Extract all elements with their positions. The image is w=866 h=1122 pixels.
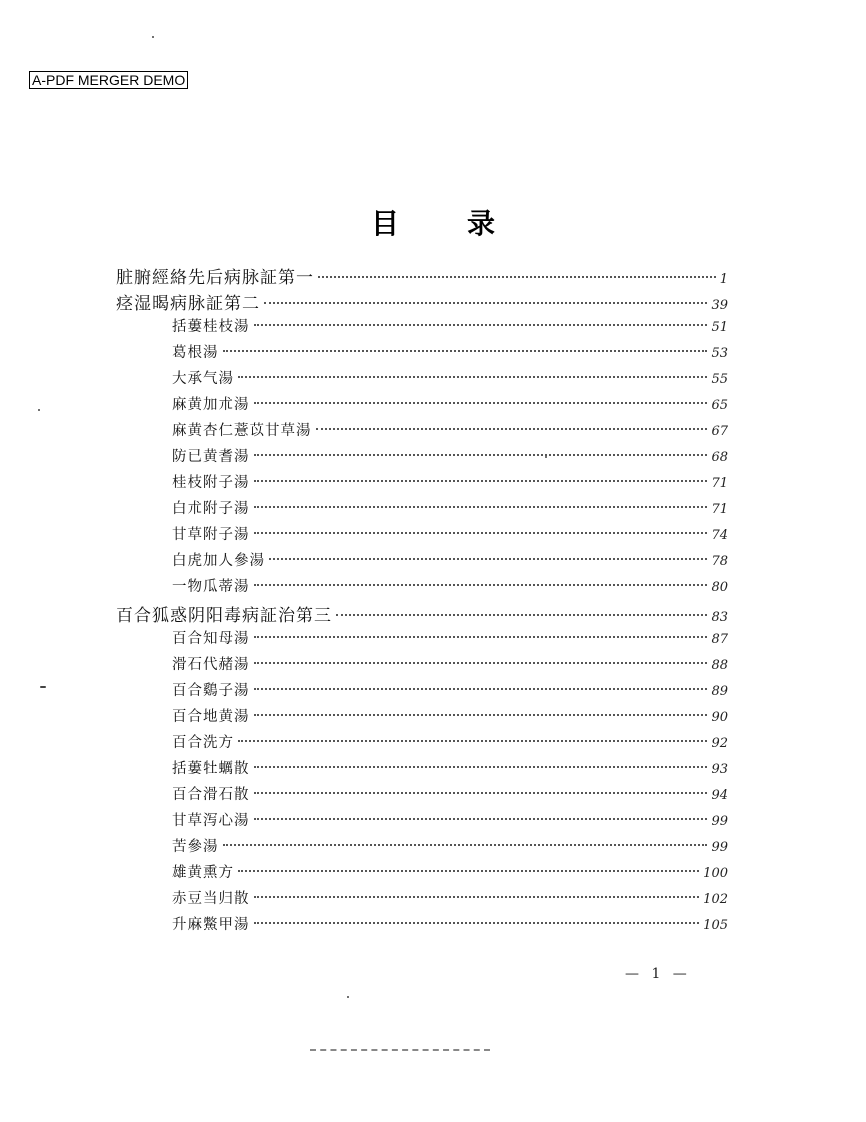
toc-dot-leader [254, 323, 708, 326]
toc-entry-label: 百合洗方 [172, 735, 234, 751]
page-title [0, 202, 866, 242]
toc-page-number: 53 [711, 346, 728, 361]
toc-page-number: 55 [711, 372, 728, 387]
toc-entry-row [172, 679, 728, 700]
toc-page-number: 93 [711, 762, 728, 777]
toc-entry-label: 甘草泻心湯 [172, 813, 250, 829]
toc-dot-leader [254, 895, 700, 898]
toc-entry-label: 百合滑石散 [172, 787, 250, 803]
toc-page-number: 78 [711, 554, 728, 569]
toc-page-number: 65 [711, 398, 728, 413]
toc-entry-row [172, 705, 728, 726]
toc-dot-leader [238, 375, 707, 378]
scan-speck [545, 456, 547, 458]
table-of-contents [0, 263, 866, 953]
toc-page-number: 51 [711, 320, 728, 335]
toc-chapter-row [116, 289, 728, 314]
toc-dot-leader [254, 687, 708, 690]
toc-entry-label: 痉湿暍病脉証第二 [116, 294, 260, 314]
toc-dot-leader [238, 869, 699, 872]
toc-dot-leader [254, 479, 708, 482]
toc-page-number: 71 [711, 476, 728, 491]
toc-page-number: 102 [703, 892, 728, 907]
toc-entry-label: 百合地黄湯 [172, 709, 250, 725]
toc-entry-label: 桂枝附子湯 [172, 475, 250, 491]
toc-dot-leader [254, 453, 708, 456]
toc-entry-label: 甘草附子湯 [172, 527, 250, 543]
toc-page-number: 88 [711, 658, 728, 673]
toc-dot-leader [254, 583, 708, 586]
toc-dot-leader [318, 275, 716, 278]
toc-entry-row [172, 315, 728, 336]
toc-dot-leader [254, 505, 708, 508]
toc-entry-label: 麻黄加朮湯 [172, 397, 250, 413]
toc-entry-label: 滑石代赭湯 [172, 657, 250, 673]
toc-dot-leader [223, 843, 708, 846]
toc-entry-label: 赤豆当归散 [172, 891, 250, 907]
toc-dot-leader [254, 713, 708, 716]
toc-dot-leader [254, 661, 708, 664]
scan-artifact-line [310, 1049, 490, 1052]
toc-dot-leader [254, 921, 700, 924]
toc-entry-row [172, 783, 728, 804]
toc-page-number: 100 [703, 866, 728, 881]
toc-page-number: 71 [711, 502, 728, 517]
toc-entry-row [172, 653, 728, 674]
toc-chapter-row [116, 263, 728, 288]
toc-dot-leader [269, 557, 707, 560]
page-number-footer: — 1 — [625, 966, 691, 982]
toc-page-number: 68 [711, 450, 728, 465]
scan-speck [40, 686, 46, 688]
toc-entry-row [172, 731, 728, 752]
toc-entry-label: 雄黄熏方 [172, 865, 234, 881]
toc-entry-label: 百合鷄子湯 [172, 683, 250, 699]
toc-entry-label: 防已黄耆湯 [172, 449, 250, 465]
toc-page-number: 67 [711, 424, 728, 439]
toc-entry-label: 脏腑經絡先后病脉証第一 [116, 268, 314, 288]
toc-entry-row [172, 809, 728, 830]
toc-entry-row [172, 549, 728, 570]
toc-page-number: 89 [711, 684, 728, 699]
toc-entry-label: 括蔞桂枝湯 [172, 319, 250, 335]
toc-dot-leader [316, 427, 708, 430]
toc-entry-label: 大承气湯 [172, 371, 234, 387]
toc-entry-label: 苦參湯 [172, 839, 219, 855]
toc-page-number: 39 [711, 298, 728, 313]
toc-dot-leader [254, 635, 708, 638]
toc-dot-leader [254, 531, 708, 534]
toc-entry-label: 百合狐惑阴阳毒病証治第三 [116, 606, 332, 626]
toc-entry-label: 白虎加人參湯 [172, 553, 265, 569]
toc-dot-leader [336, 613, 707, 616]
toc-entry-row [172, 497, 728, 518]
toc-entry-row [172, 861, 728, 882]
toc-entry-label: 百合知母湯 [172, 631, 250, 647]
toc-entry-label: 白朮附子湯 [172, 501, 250, 517]
toc-dot-leader [223, 349, 708, 352]
toc-page-number: 1 [719, 272, 728, 287]
toc-entry-row [172, 575, 728, 596]
toc-entry-label: 一物瓜蒂湯 [172, 579, 250, 595]
toc-entry-row [172, 419, 728, 440]
toc-page-number: 74 [711, 528, 728, 543]
toc-dot-leader [254, 791, 708, 794]
toc-page-number: 92 [711, 736, 728, 751]
toc-page-number: 90 [711, 710, 728, 725]
toc-entry-row [172, 367, 728, 388]
title-char-1: 目 [370, 207, 399, 240]
merger-demo-stamp: A-PDF MERGER DEMO [29, 71, 188, 89]
toc-entry-row [172, 627, 728, 648]
toc-page-number: 99 [711, 840, 728, 855]
scan-speck [152, 36, 154, 38]
toc-dot-leader [254, 765, 708, 768]
toc-dot-leader [238, 739, 707, 742]
toc-entry-row [172, 471, 728, 492]
toc-page-number: 99 [711, 814, 728, 829]
toc-entry-label: 括蔞牡蠣散 [172, 761, 250, 777]
toc-entry-row [172, 913, 728, 934]
scan-speck [347, 996, 349, 998]
toc-entry-label: 葛根湯 [172, 345, 219, 361]
toc-page-number: 83 [711, 610, 728, 625]
toc-page-number: 80 [711, 580, 728, 595]
title-char-2: 录 [467, 207, 496, 240]
toc-page-number: 105 [703, 918, 728, 933]
toc-entry-row [172, 445, 728, 466]
toc-entry-row [172, 393, 728, 414]
toc-entry-label: 升麻鱉甲湯 [172, 917, 250, 933]
toc-page-number: 94 [711, 788, 728, 803]
scan-speck [38, 409, 40, 411]
toc-entry-row [172, 523, 728, 544]
toc-entry-row [172, 341, 728, 362]
toc-entry-row [172, 887, 728, 908]
toc-chapter-row [116, 601, 728, 626]
toc-dot-leader [254, 401, 708, 404]
toc-entry-row [172, 757, 728, 778]
toc-dot-leader [264, 301, 707, 304]
toc-entry-row [172, 835, 728, 856]
toc-dot-leader [254, 817, 708, 820]
toc-entry-label: 麻黄杏仁薏苡甘草湯 [172, 423, 312, 439]
toc-page-number: 87 [711, 632, 728, 647]
